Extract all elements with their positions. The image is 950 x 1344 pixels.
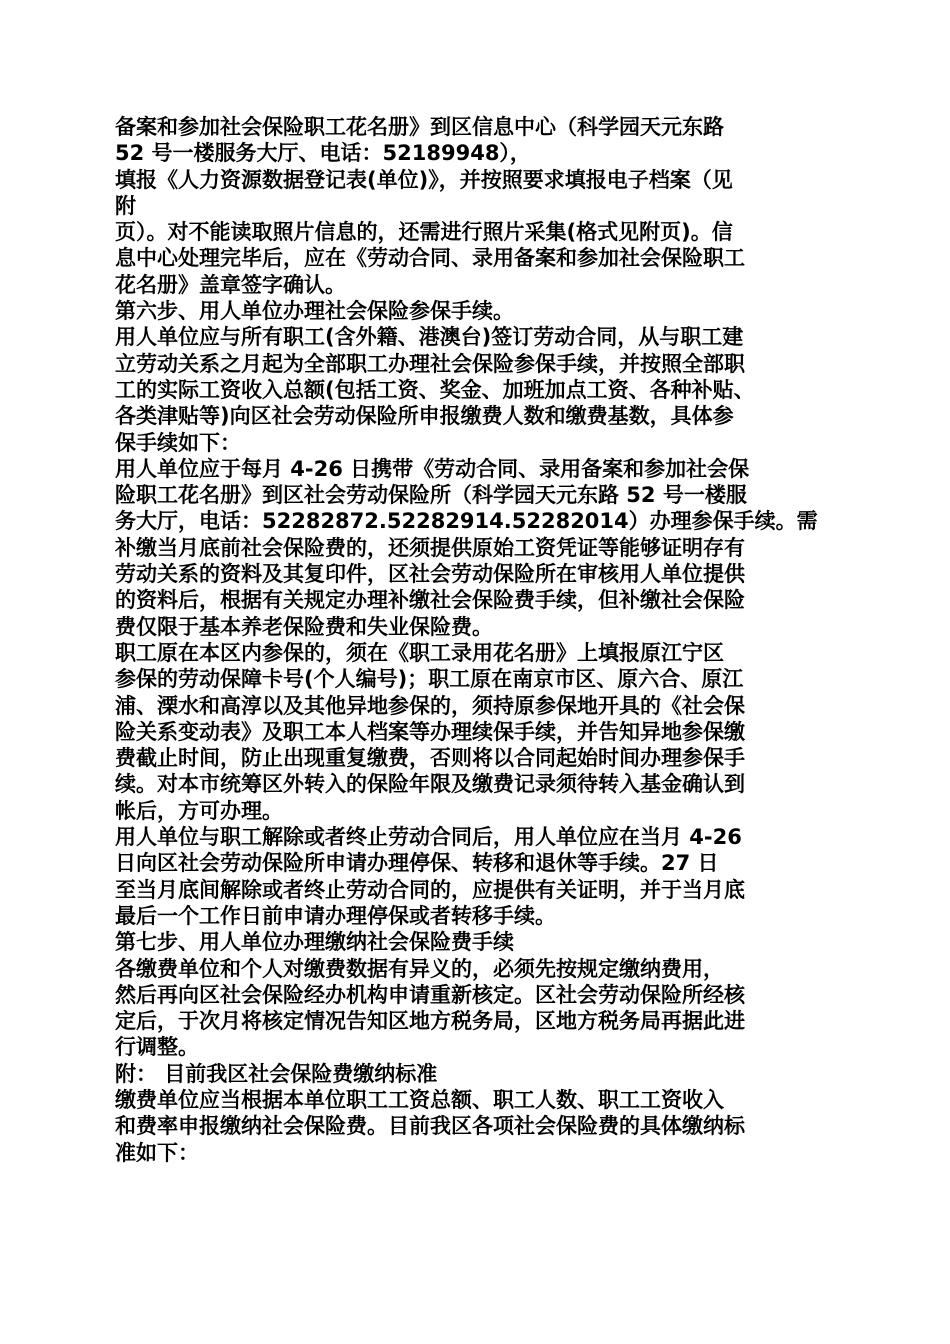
section-heading: 第六步、用人单位办理社会保险参保手续。: [115, 299, 514, 324]
text-line: 息中心处理完毕后，应在《劳动合同、录用备案和参加社会保险职工: [115, 246, 745, 271]
text-line: 劳动关系的资料及其复印件，区社会劳动保险所在审核用人单位提供: [115, 562, 745, 587]
text-line: 用人单位与职工解除或者终止劳动合同后，用人单位应在当月 4-26: [115, 825, 742, 850]
text-line: 准如下：: [115, 1140, 199, 1165]
text-line: 然后再向区社会保险经办机构申请重新核定。区社会劳动保险所经核: [115, 982, 745, 1007]
text-line: 的资料后，根据有关规定办理补缴社会保险费手续，但补缴社会保险: [115, 588, 745, 613]
text-line: 费仅限于基本养老保险费和失业保险费。: [115, 614, 493, 639]
text-line: 险关系变动表》及职工本人档案等办理续保手续，并告知异地参保缴: [115, 719, 745, 744]
text-line: 用人单位应与所有职工(含外籍、港澳台)签订劳动合同，从与职工建: [115, 325, 744, 350]
text-line: 工的实际工资收入总额(包括工资、奖金、加班加点工资、各种补贴、: [115, 377, 755, 402]
text-line: 费截止时间，防止出现重复缴费，否则将以合同起始时间办理参保手: [115, 746, 745, 771]
text-line: 务大厅，电话：52282872.52282914.52282014）办理参保手续。需: [115, 509, 818, 534]
text-line: 日向区社会劳动保险所申请办理停保、转移和退休等手续。27 日: [115, 851, 719, 876]
text-line: 险职工花名册》到区社会劳动保险所（科学园天元东路 52 号一楼服: [115, 483, 747, 508]
text-line: 52 号一楼服务大厅、电话：52189948），: [115, 141, 531, 166]
document-body: [115, 114, 840, 1166]
text-line: 至当月底间解除或者终止劳动合同的，应提供有关证明，并于当月底: [115, 877, 745, 902]
text-line: 页）。对不能读取照片信息的，还需进行照片采集(格式见附页)。信: [115, 220, 733, 245]
section-heading: 第七步、用人单位办理缴纳社会保险费手续: [115, 930, 514, 955]
text-line: 附: [115, 193, 136, 218]
text-line: 填报《人力资源数据登记表(单位)》，并按照要求填报电子档案（见: [115, 167, 733, 192]
text-line: 各类津贴等)向区社会劳动保险所申报缴费人数和缴费基数，具体参: [115, 404, 734, 429]
text-line: 花名册》盖章签字确认。: [115, 272, 346, 297]
text-line: 帐后，方可办理。: [115, 798, 283, 823]
text-line: 各缴费单位和个人对缴费数据有异义的，必须先按规定缴纳费用，: [115, 956, 724, 981]
text-line: 最后一个工作日前申请办理停保或者转移手续。: [115, 903, 556, 928]
text-line: 保手续如下：: [115, 430, 241, 455]
text-line: 备案和参加社会保险职工花名册》到区信息中心（科学园天元东路: [115, 115, 724, 139]
text-line: 续。对本市统筹区外转入的保险年限及缴费记录须待转入基金确认到: [115, 772, 745, 797]
text-line: 参保的劳动保障卡号(个人编号)；职工原在南京市区、原六合、原江: [115, 667, 744, 692]
text-line: 行调整。: [115, 1035, 199, 1060]
text-line: 补缴当月底前社会保险费的，还须提供原始工资凭证等能够证明存有: [115, 535, 745, 560]
text-line: 浦、溧水和高淳以及其他异地参保的，须持原参保地开具的《社会保: [115, 693, 745, 718]
appendix-heading: 附： 目前我区社会保险费缴纳标准: [115, 1061, 438, 1086]
text-line: 定后，于次月将核定情况告知区地方税务局，区地方税务局再据此进: [115, 1009, 745, 1034]
text-line: 和费率申报缴纳社会保险费。目前我区各项社会保险费的具体缴纳标: [115, 1114, 745, 1139]
text-line: 立劳动关系之月起为全部职工办理社会保险参保手续，并按照全部职: [115, 351, 745, 376]
text-line: 职工原在本区内参保的，须在《职工录用花名册》上填报原江宁区: [115, 640, 724, 665]
text-line: 缴费单位应当根据本单位职工工资总额、职工人数、职工工资收入: [115, 1087, 724, 1112]
text-line: 用人单位应于每月 4-26 日携带《劳动合同、录用备案和参加社会保: [115, 456, 750, 481]
